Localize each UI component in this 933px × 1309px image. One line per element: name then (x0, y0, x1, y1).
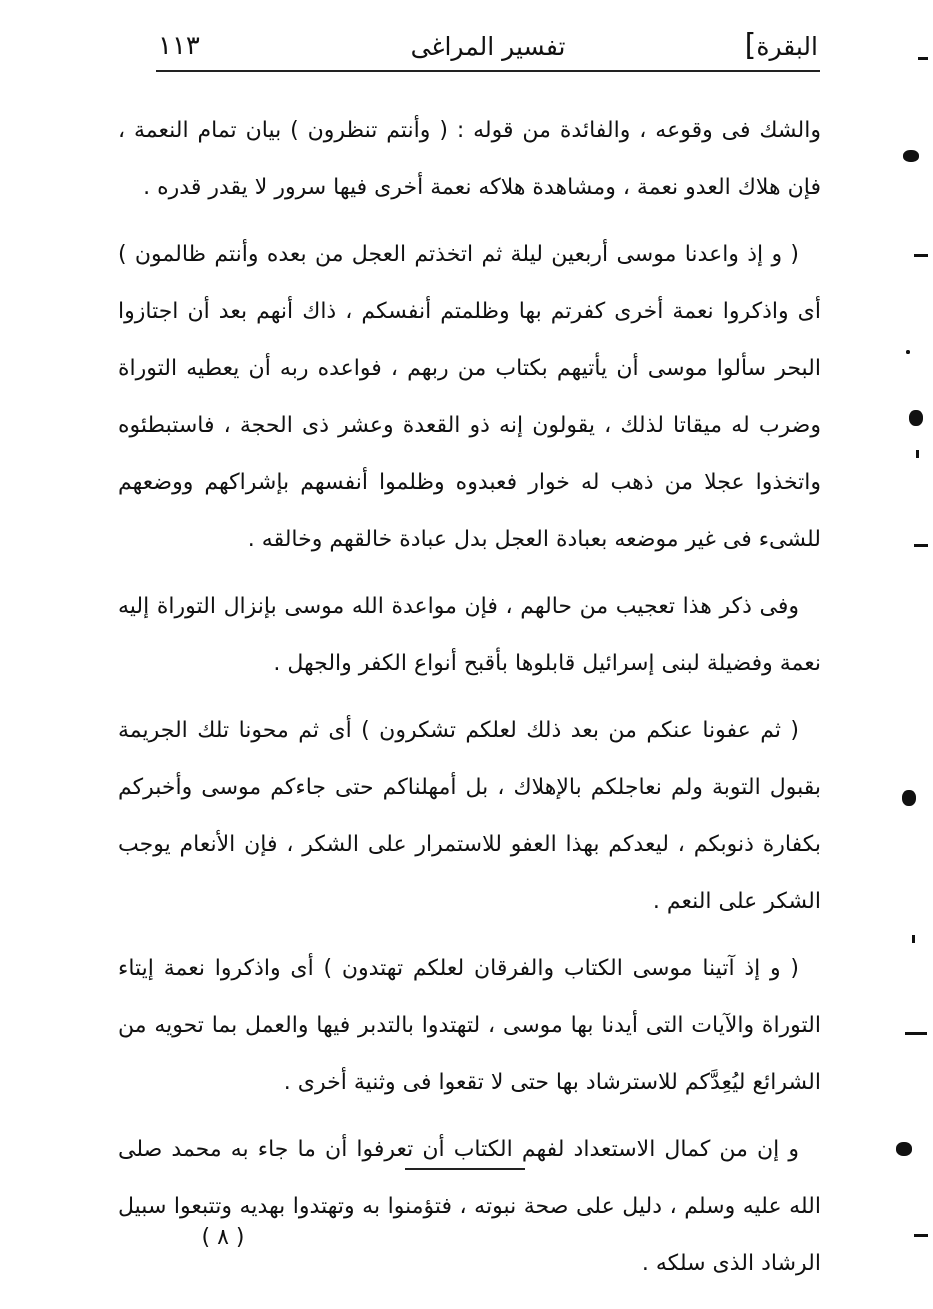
scan-speck (914, 544, 928, 547)
scan-speck (909, 410, 923, 426)
paragraph-2: ( و إذ واعدنا موسى أربعين ليلة ثم اتخذتم العجل من بعده وأنتم ظالمون ) أى واذكروا نعمة أخرى كفرتم بها وظلمتم أنفسكم ، ذاك أنهم بعد أن اجتازوا البحر سألوا موسى أن يأتيهم بكتاب من ربهم ، فواعده ربه أن يعطيه التوراة وضرب له ميقاتا لذلك ، يقولون إنه ذو القعدة وعشر ذى الحجة ، فاستبطئوه واتخذوا عجلا من ذهب له خوار فعبدوه وظلموا أنفسهم بإشراكهم ووضعهم للشىء فى غير موضعه بعبادة العجل بدل عبادة خالقهم وخالقه . (118, 242, 821, 552)
closing-rule (405, 1168, 525, 1170)
scan-speck (902, 790, 916, 806)
paragraph-1: والشك فى وقوعه ، والفائدة من قوله : ( وأنتم تنظرون ) بيان تمام النعمة ، فإن هلاك العدو نعمة ، ومشاهدة هلاكه نعمة أخرى فيها سرور لا يقدر قدره . (118, 118, 821, 200)
scan-speck (914, 1234, 928, 1237)
scan-speck (916, 450, 919, 458)
scan-speck (905, 1032, 927, 1035)
chapter-label: البقرة (756, 32, 818, 61)
scan-speck (914, 254, 928, 257)
signature-mark: ( ٨ ) (201, 1225, 245, 1250)
scan-speck (912, 935, 915, 943)
body-text (118, 102, 821, 1292)
scan-speck (903, 150, 919, 162)
book-title: تفسير المراغى (410, 32, 566, 61)
paragraph-6: و إن من كمال الاستعداد لفهم الكتاب أن تعرفوا أن ما جاء به محمد صلى الله عليه وسلم ، دليل على صحة نبوته ، فتؤمنوا به وتهتدوا بهديه وتتبعوا سبيل الرشاد الذى سلكه . (118, 1137, 821, 1276)
paragraph-3: وفى ذكر هذا تعجيب من حالهم ، فإن مواعدة الله موسى بإنزال التوراة إليه نعمة وفضيلة لبنى إسرائيل قابلوها بأقبح أنواع الكفر والجهل . (118, 594, 821, 676)
scan-speck (896, 1142, 912, 1156)
paragraph-4: ( ثم عفونا عنكم من بعد ذلك لعلكم تشكرون ) أى ثم محونا تلك الجريمة بقبول التوبة ولم نعاجلكم بالإهلاك ، بل أمهلناكم حتى جاءكم موسى وأخبركم بكفارة ذنوبكم ، ليعدكم بهذا العفو للاستمرار على الشكر ، فإن الأنعام يوجب الشكر على النعم . (118, 718, 821, 914)
scan-speck (918, 57, 928, 60)
running-header (158, 22, 818, 66)
page-number: ١١٣ (158, 31, 200, 61)
chapter-bracket: ] (744, 28, 757, 63)
scan-speck (906, 350, 910, 354)
paragraph-5: ( و إذ آتينا موسى الكتاب والفرقان لعلكم تهتدون ) أى واذكروا نعمة إيتاء التوراة والآيات التى أيدنا بها موسى ، لتهتدوا بالتدبر فيها والعمل بما تحويه من الشرائع ليُعِدَّكم للاسترشاد بها حتى لا تقعوا فى وثنية أخرى . (118, 956, 821, 1095)
header-rule (156, 70, 820, 72)
